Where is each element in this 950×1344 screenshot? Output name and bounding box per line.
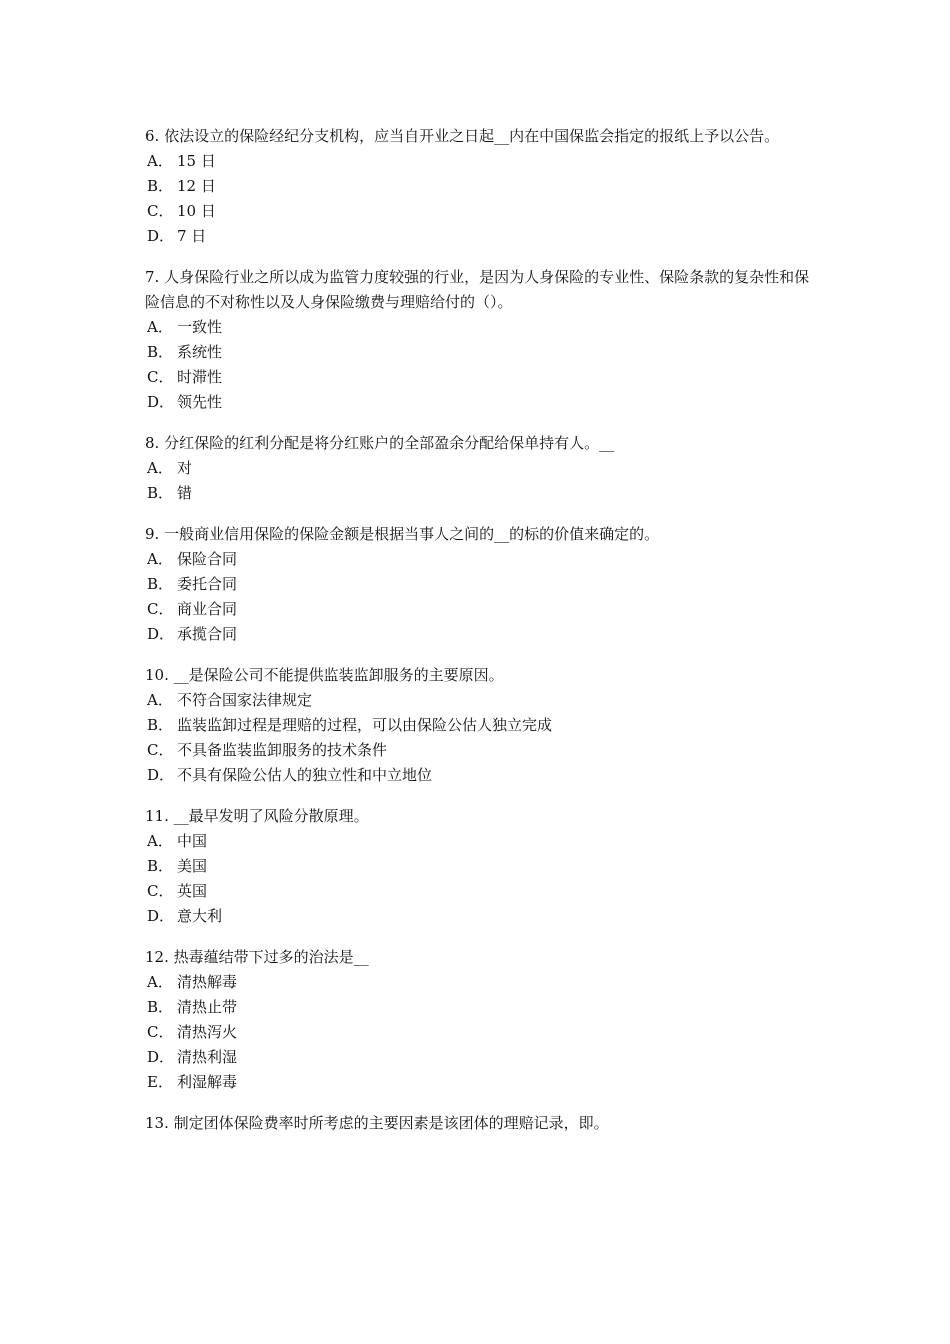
option-c — [145, 1020, 813, 1045]
option-text: 一致性 — [177, 318, 223, 336]
option-text: 不符合国家法律规定 — [177, 691, 313, 709]
question-text: 8. 分红保险的红利分配是将分红账户的全部盈余分配给保单持有人。__ — [145, 434, 615, 452]
question-text: 7. 人身保险行业之所以成为监管力度较强的行业，是因为人身保险的专业性、保险条款的复杂性和保险信息的不对称性以及人身保险缴费与理赔给付的（）。 — [145, 268, 810, 311]
option-d — [145, 224, 813, 249]
option-text: 错 — [177, 484, 193, 502]
option-letter: B． — [147, 343, 174, 361]
option-c — [145, 738, 813, 763]
option-letter: B． — [147, 575, 174, 593]
question-text: 6. 依法设立的保险经纪分支机构，应当自开业之日起__内在中国保监会指定的报纸上予以公告。 — [145, 127, 780, 145]
option-letter: D． — [147, 227, 175, 245]
option-c — [145, 597, 813, 622]
option-a — [145, 970, 813, 995]
question-12 — [145, 945, 813, 1095]
option-letter: B． — [147, 484, 174, 502]
option-letter: C． — [147, 600, 174, 618]
option-c — [145, 199, 813, 224]
option-b — [145, 995, 813, 1020]
option-text: 不具有保险公估人的独立性和中立地位 — [177, 766, 433, 784]
option-text: 不具备监装监卸服务的技术条件 — [177, 741, 388, 759]
question-13 — [145, 1111, 813, 1136]
question-text: 10. __是保险公司不能提供监装监卸服务的主要原因。 — [145, 666, 504, 684]
option-text: 委托合同 — [177, 575, 238, 593]
question-8 — [145, 431, 813, 506]
question-text: 13. 制定团体保险费率时所考虑的主要因素是该团体的理赔记录，即。 — [145, 1114, 609, 1132]
question-11 — [145, 804, 813, 929]
option-a — [145, 149, 813, 174]
option-text: 清热解毒 — [177, 973, 238, 991]
option-d — [145, 1045, 813, 1070]
option-letter: B． — [147, 998, 174, 1016]
option-text: 10 日 — [177, 202, 216, 220]
option-a — [145, 688, 813, 713]
document-page — [145, 124, 813, 1152]
option-letter: A． — [147, 832, 173, 850]
option-letter: A． — [147, 973, 173, 991]
option-letter: A． — [147, 691, 173, 709]
option-e — [145, 1070, 813, 1095]
question-6 — [145, 124, 813, 249]
option-text: 12 日 — [177, 177, 216, 195]
option-text: 监装监卸过程是理赔的过程，可以由保险公估人独立完成 — [177, 716, 553, 734]
option-letter: B． — [147, 857, 174, 875]
option-text: 7 日 — [177, 227, 207, 245]
option-a — [145, 456, 813, 481]
option-letter: A． — [147, 152, 173, 170]
option-c — [145, 879, 813, 904]
option-letter: A． — [147, 459, 173, 477]
option-a — [145, 829, 813, 854]
question-10 — [145, 663, 813, 788]
option-b — [145, 481, 813, 506]
option-text: 美国 — [177, 857, 208, 875]
option-letter: D． — [147, 1048, 175, 1066]
option-letter: D． — [147, 766, 175, 784]
option-letter: A． — [147, 318, 173, 336]
option-letter: C． — [147, 202, 174, 220]
question-text: 11. __最早发明了风险分散原理。 — [145, 807, 369, 825]
option-text: 英国 — [177, 882, 208, 900]
option-d — [145, 390, 813, 415]
option-text: 清热泻火 — [177, 1023, 238, 1041]
option-text: 15 日 — [177, 152, 216, 170]
option-letter: A． — [147, 550, 173, 568]
option-text: 对 — [177, 459, 193, 477]
option-text: 时滞性 — [177, 368, 223, 386]
option-letter: D． — [147, 625, 175, 643]
option-text: 商业合同 — [177, 600, 238, 618]
option-b — [145, 340, 813, 365]
question-7 — [145, 265, 813, 415]
option-text: 领先性 — [177, 393, 223, 411]
question-text: 9. 一般商业信用保险的保险金额是根据当事人之间的__的标的价值来确定的。 — [145, 525, 660, 543]
option-a — [145, 547, 813, 572]
option-letter: C． — [147, 882, 174, 900]
option-letter: B． — [147, 177, 174, 195]
option-letter: C． — [147, 1023, 174, 1041]
option-letter: D． — [147, 393, 175, 411]
option-text: 利湿解毒 — [177, 1073, 238, 1091]
option-b — [145, 854, 813, 879]
option-d — [145, 622, 813, 647]
option-d — [145, 904, 813, 929]
option-letter: D． — [147, 907, 175, 925]
option-text: 保险合同 — [177, 550, 238, 568]
option-letter: C． — [147, 741, 174, 759]
option-d — [145, 763, 813, 788]
option-text: 系统性 — [177, 343, 223, 361]
option-text: 承揽合同 — [177, 625, 238, 643]
option-b — [145, 572, 813, 597]
option-letter: B． — [147, 716, 174, 734]
option-text: 清热止带 — [177, 998, 238, 1016]
option-letter: E． — [147, 1073, 173, 1091]
option-a — [145, 315, 813, 340]
option-text: 中国 — [177, 832, 208, 850]
option-b — [145, 174, 813, 199]
question-text: 12. 热毒蕴结带下过多的治法是__ — [145, 948, 369, 966]
option-c — [145, 365, 813, 390]
question-9 — [145, 522, 813, 647]
option-text: 意大利 — [177, 907, 223, 925]
option-text: 清热利湿 — [177, 1048, 238, 1066]
option-letter: C． — [147, 368, 174, 386]
option-b — [145, 713, 813, 738]
